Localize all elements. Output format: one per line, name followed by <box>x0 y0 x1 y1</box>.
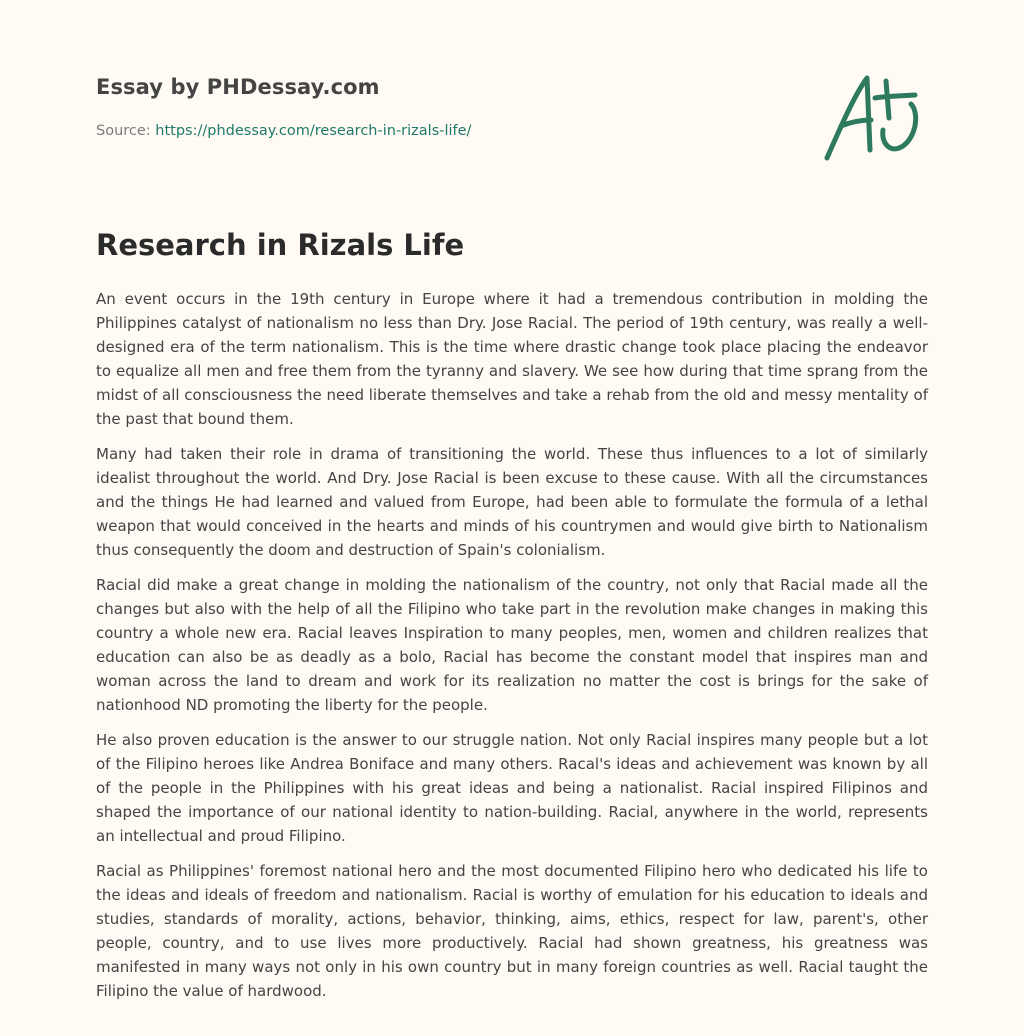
page-header <box>96 0 928 190</box>
essay-body <box>96 287 928 1003</box>
essay-paragraph: Many had taken their role in drama of transitioning the world. These thus influences to a lot of similarly idealist throughout the world. And Dry. Jose Racial is been excuse to these cause. With all the circumstances and the things He had learned and valued from Europe, had been able to formulate the formula of a lethal weapon that would conceived in the hearts and minds of his countrymen and would give birth to Nationalism thus consequently the doom and destruction of Spain's colonialism. <box>96 444 928 559</box>
source-line <box>96 123 471 139</box>
essay-paragraph: Racial did make a great change in molding the nationalism of the country, not only that Racial made all the changes but also with the help of all the Filipino who take part in the revolution make changes in making this country a whole new era. Racial leaves Inspiration to many peoples, men, women and children realizes that education can also be as deadly as a bolo, Racial has become the constant model that inspires man and woman across the land to dream and work for its realization no matter the cost is brings for the sake of nationhood ND promoting the liberty for the people. <box>96 575 928 714</box>
site-title: Essay by PHDessay.com <box>96 75 380 99</box>
essay-paragraph: He also proven education is the answer to our struggle nation. Not only Racial inspires many people but a lot of the Filipino heroes like Andrea Boniface and many others. Racal's ideas and achievement was known by all of the people in the Philippines with his great ideas and being a nationalist. Racial inspired Filipinos and shaped the importance of our national identity to nation-building. Racial, anywhere in the world, represents an intellectual and proud Filipino. <box>96 730 928 845</box>
essay-title: Research in Rizals Life <box>96 228 465 262</box>
essay-paragraph: An event occurs in the 19th century in Europe where it had a tremendous contribution in molding the Philippines catalyst of nationalism no less than Dry. Jose Racial. The period of 19th century, was really a well-designed era of the term nationalism. This is the time where drastic change took place placing the endeavor to equalize all men and free them from the tyranny and slavery. We see how during that time sprang from the midst of all consciousness the need liberate themselves and take a rehab from the old and messy mentality of the past that bound them. <box>96 289 928 428</box>
source-link[interactable]: https://phdessay.com/research-in-rizals-life/ <box>155 123 472 139</box>
essay-paragraph: Racial as Philippines' foremost national hero and the most documented Filipino hero who dedicated his life to the ideas and ideals of freedom and nationalism. Racial is worthy of emulation for his education to ideals and studies, standards of morality, actions, behavior, thinking, aims, ethics, respect for law, parent's, other people, country, and to use lives more productively. Racial had shown greatness, his greatness was manifested in many ways not only in his own country but in many foreign countries as well. Racial taught the Filipino the value of hardwood. <box>96 861 928 1000</box>
source-label: Source: <box>96 123 151 139</box>
a-plus-grade-icon <box>823 66 929 166</box>
